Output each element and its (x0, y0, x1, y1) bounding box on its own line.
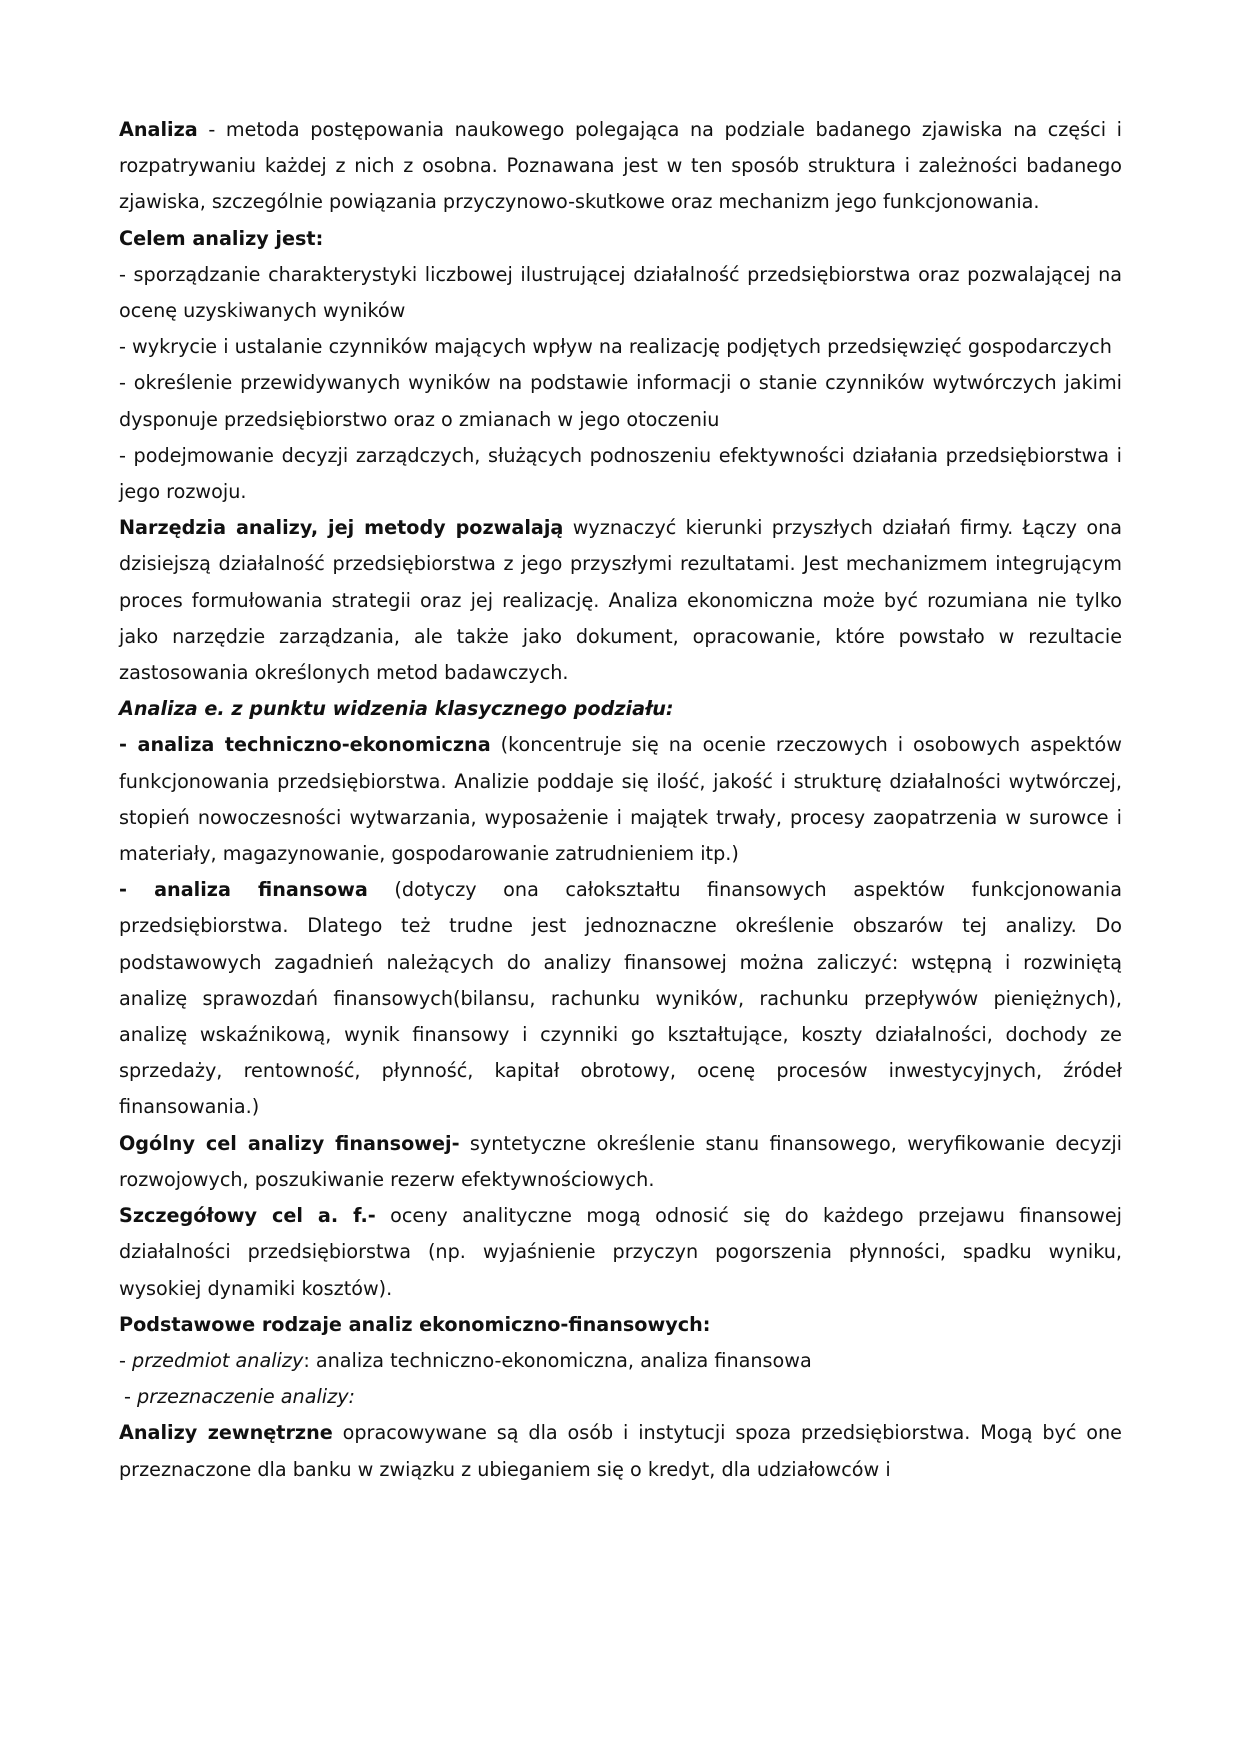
fin-analysis-text: (dotyczy ona całokształtu finansowych aspektów funkcjonowania przedsiębiorstwa. Dlatego też trudne jest jednoznaczne określenie obszarów tej analizy. Do podstawowych zagadnień należących do analizy finansowej można zaliczyć: wstępną i rozwiniętą analizę sprawozdań finansowych(bilansu, rachunku wyników, rachunku przepływów pieniężnych), analizę wskaźnikową, wynik finansowy i czynniki go kształtujące, koszty działalności, dochody ze sprzedaży, rentowność, płynność, kapitał obrotowy, ocenę procesów inwestycyjnych, źródeł finansowania.) (119, 878, 1123, 1119)
term-analiza: Analiza (119, 118, 198, 141)
goals-heading: Celem analizy jest: (119, 226, 324, 250)
goal-item-1: - sporządzanie charakterystyki liczbowej ilustrującej działalność przedsiębiorstwa oraz pozwalającej na ocenę uzyskiwanych wyników (119, 262, 1122, 323)
term-fin-analysis: - analiza finansowa (119, 878, 368, 902)
detailed-goal-text: oceny analityczne mogą odnosić się do każdego przejawu finansowej działalności przedsiębiorstwa (np. wyjaśnienie przyczyn pogorszenia płynności, spadku wyniku, wysokiej dynamiki kosztów). (119, 1204, 1122, 1300)
types-heading: Podstawowe rodzaje analiz ekonomiczno-finansowych: (119, 1312, 711, 1336)
types-subject: - przedmiot analizy: analiza techniczno-ekonomiczna, analiza finansowa (119, 1348, 812, 1372)
paragraph-tools (119, 510, 1122, 691)
external-text: opracowywane są dla osób i instytucji spoza przedsiębiorstwa. Mogą być one przeznaczone dla banku w związku z ubieganiem się o kredyt, dla udziałowców i (119, 1421, 1122, 1481)
definition-text: - metoda postępowania naukowego polegająca na podziale badanego zjawiska na części i rozpatrywaniu każdej z nich z osobna. Poznawana jest w ten sposób struktura i zależności badanego zjawiska, szczególnie powiązania przyczynowo-skutkowe oraz mechanizm jego funkcjonowania. (119, 118, 1122, 214)
term-subject: przedmiot analizy (132, 1348, 304, 1372)
term-tech-analysis: - analiza techniczno-ekonomiczna (119, 733, 491, 757)
classic-heading: Analiza e. z punktu widzenia klasycznego podziału: (119, 697, 674, 721)
term-purpose: przeznaczenie analizy: (137, 1385, 356, 1409)
paragraph-definition (119, 112, 1122, 221)
term-general-goal: Ogólny cel analizy finansowej- (119, 1131, 460, 1155)
types-purpose: - przeznaczenie analizy: (124, 1385, 356, 1409)
paragraph-external (119, 1415, 1122, 1487)
tools-text: wyznaczyć kierunki przyszłych działań firmy. Łączy ona dzisiejszą działalność przedsiębiorstwa z jego przyszłymi rezultatami. Jest mechanizmem integrującym proces formułowania strategii oraz jej realizację. Analiza ekonomiczna może być rozumiana nie tylko jako narzędzie zarządzania, ale także jako dokument, opracowanie, które powstało w rezultacie zastosowania określonych metod badawczych. (119, 516, 1123, 685)
tech-analysis-text: (koncentruje się na ocenie rzeczowych i osobowych aspektów funkcjonowania przedsiębiorstwa. Analizie poddaje się ilość, jakość i strukturę działalności wytwórczej, stopień nowoczesności wytwarzania, wyposażenie i majątek trwały, procesy zaopatrzenia w surowce i materiały, magazynowanie, gospodarowanie zatrudnieniem itp.) (119, 733, 1122, 866)
term-external: Analizy zewnętrzne (119, 1421, 333, 1445)
paragraph-detailed-goal (119, 1198, 1122, 1307)
goal-item-2: - wykrycie i ustalanie czynników mających wpływ na realizację podjętych przedsięwzięć gospodarczych (119, 335, 1112, 359)
general-goal-text: syntetyczne określenie stanu finansowego, weryfikowanie decyzji rozwojowych, poszukiwanie rezerw efektywnościowych. (119, 1131, 1122, 1191)
paragraph-tech-analysis (119, 727, 1122, 872)
goal-item-4: - podejmowanie decyzji zarządczych, służących podnoszeniu efektywności działania przedsiębiorstwa i jego rozwoju. (119, 443, 1122, 504)
paragraph-general-goal (119, 1126, 1122, 1198)
term-tools: Narzędzia analizy, jej metody pozwalają (119, 516, 564, 540)
document-page (119, 112, 1122, 1488)
term-detailed-goal: Szczegółowy cel a. f.- (119, 1204, 376, 1228)
goal-item-3: - określenie przewidywanych wyników na podstawie informacji o stanie czynników wytwórczych jakimi dysponuje przedsiębiorstwo oraz o zmianach w jego otoczeniu (119, 371, 1122, 431)
paragraph-fin-analysis (119, 872, 1122, 1125)
